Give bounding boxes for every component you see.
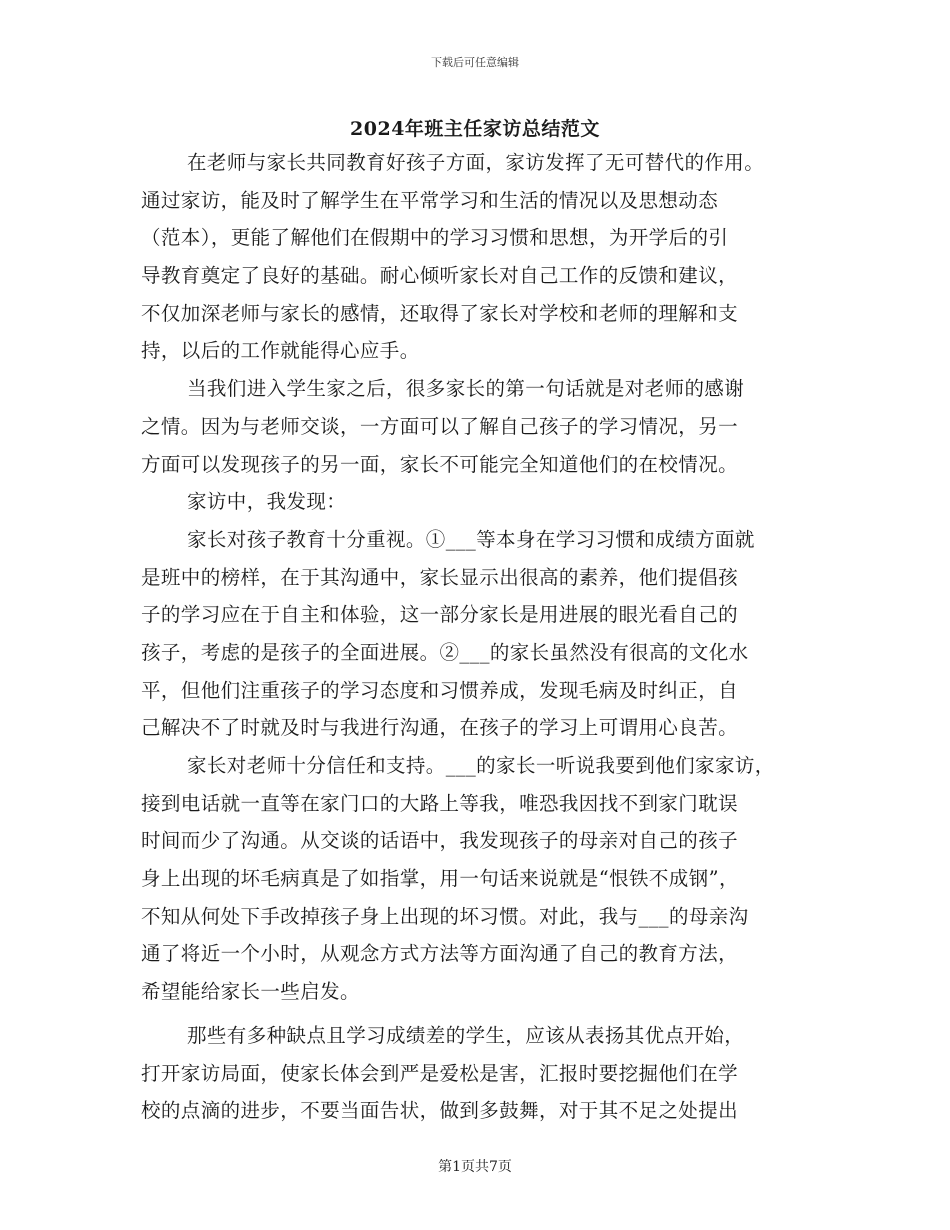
text-line: 孩子，考虑的是孩子的全面进展。②___的家长虽然没有很高的文化水 [141,640,749,664]
text-line: 家访中，我发现： [187,490,347,514]
text-line: 导教育奠定了良好的基础。耐心倾听家长对自己工作的反馈和建议， [141,264,739,288]
header-note: 下载后可任意编辑 [431,56,519,69]
page-number: 第1页共7页 [438,1159,512,1175]
text-line: 那些有多种缺点且学习成绩差的学生，应该从表扬其优点开始， [187,1023,745,1047]
text-line: 之情。因为与老师交谈，一方面可以了解自己孩子的学习情况，另一 [141,414,739,438]
text-line: （范本），更能了解他们在假期中的学习习惯和思想，为开学后的引 [141,226,729,250]
text-line: 身上出现的坏毛病真是了如指掌，用一句话来说就是“恨铁不成钢”， [141,867,739,891]
text-line: 方面可以发现孩子的另一面，家长不可能完全知道他们的在校情况。 [141,452,739,476]
text-line: 家长对孩子教育十分重视。①___等本身在学习习惯和成绩方面就 [187,527,755,551]
text-line: 持，以后的工作就能得心应手。 [141,339,420,363]
text-line: 子的学习应在于自主和体验，这一部分家长是用进展的眼光看自己的 [141,603,739,627]
text-line: 通过家访，能及时了解学生在平常学习和生活的情况以及思想动态 [141,188,719,212]
text-line: 通了将近一个小时，从观念方式方法等方面沟通了自己的教育方法， [141,942,739,966]
text-line: 时间而少了沟通。从交谈的话语中，我发现孩子的母亲对自己的孩子 [141,829,739,853]
text-line: 接到电话就一直等在家门口的大路上等我，唯恐我因找不到家门耽误 [141,791,739,815]
text-line: 当我们进入学生家之后，很多家长的第一句话就是对老师的感谢 [187,377,745,401]
document-body [141,144,821,1130]
text-line: 打开家访局面，使家长体会到严是爱松是害，汇报时要挖掘他们在学 [141,1061,739,1085]
text-line: 不仅加深老师与家长的感情，还取得了家长对学校和老师的理解和支 [141,301,739,325]
document-title: 2024年班主任家访总结范文 [350,118,600,140]
text-line: 是班中的榜样，在于其沟通中，家长显示出很高的素养，他们提倡孩 [141,565,739,589]
text-line: 在老师与家长共同教育好孩子方面，家访发挥了无可替代的作用。 [187,151,765,174]
text-line: 己解决不了时就及时与我进行沟通，在孩子的学习上可谓用心良苦。 [141,716,739,740]
text-line: 家长对老师十分信任和支持。___的家长一听说我要到他们家家访， [187,754,775,777]
text-line: 校的点滴的进步，不要当面告状，做到多鼓舞，对于其不足之处提出 [141,1099,739,1123]
text-line: 希望能给家长一些启发。 [141,980,360,1004]
text-line: 平，但他们注重孩子的学习态度和习惯养成，发现毛病及时纠正，自 [141,678,739,702]
text-line: 不知从何处下手改掉孩子身上出现的坏习惯。对此，我与___的母亲沟 [141,904,749,928]
